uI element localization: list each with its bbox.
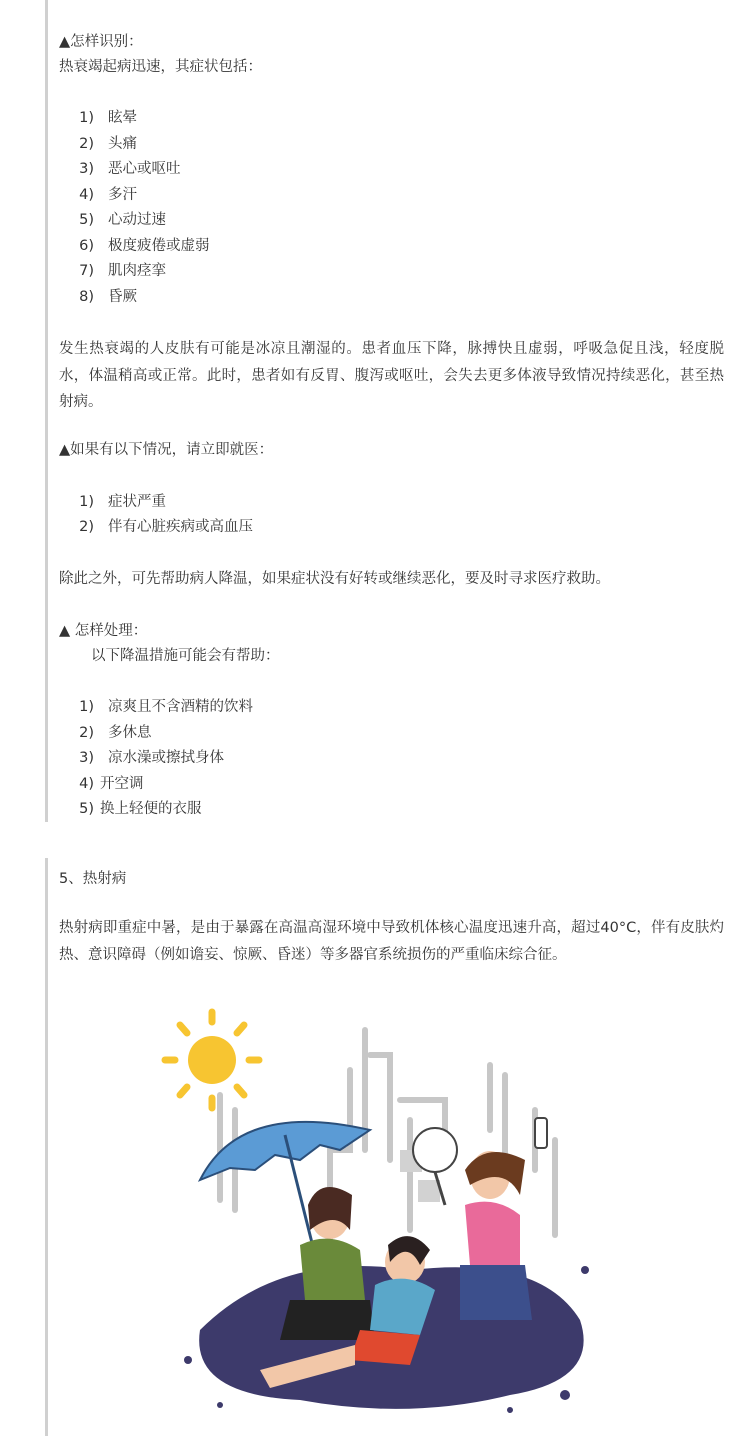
list-item: 3) 凉水澡或擦拭身体 — [79, 750, 224, 766]
list-item: 6) 极度疲倦或虚弱 — [79, 238, 210, 254]
list-item: 1) 凉爽且不含酒精的饮料 — [79, 699, 253, 715]
sun-icon — [165, 1012, 259, 1108]
heatstroke-illustration — [160, 1000, 600, 1428]
list-item: 1) 症状严重 — [79, 494, 166, 510]
treatment-intro: 以下降温措施可能会有帮助： — [91, 648, 280, 664]
list-item: 2) 伴有心脏疾病或高血压 — [79, 519, 253, 535]
section-title: 5、热射病 — [59, 871, 127, 887]
list-item: 8) 昏厥 — [79, 289, 137, 305]
heat-exhaustion-description: 发生热衰竭的人皮肤有可能是冰凉且潮湿的。患者血压下降，脉搏快且虚弱，呼吸急促且浅，轻度脱水，体温稍高或正常。此时，患者如有反胃、腹泻或呕吐，会失去更多体液导致情况持续恶化，甚至热射病。 — [59, 341, 724, 410]
identify-heading: ▲怎样识别： — [59, 34, 143, 50]
see-doctor-note: 除此之外，可先帮助病人降温，如果症状没有好转或继续恶化，要及时寻求医疗救助。 — [59, 571, 610, 587]
list-item: 5) 换上轻便的衣服 — [79, 801, 202, 817]
list-item: 3) 恶心或呕吐 — [79, 161, 181, 177]
woman-with-umbrella — [280, 1187, 375, 1340]
heatstroke-description: 热射病即重症中暑，是由于暴露在高温高湿环境中导致机体核心温度迅速升高，超过40°C，伴有皮肤灼热、意识障碍（例如谵妄、惊厥、昏迷）等多器官系统损伤的严重临床综合征。 — [59, 920, 724, 963]
list-item: 2) 多休息 — [79, 725, 152, 741]
list-item: 5) 心动过速 — [79, 212, 166, 228]
see-doctor-heading: ▲如果有以下情况，请立即就医： — [59, 442, 274, 458]
quote-rule-bottom — [45, 858, 48, 1436]
list-item: 4) 多汗 — [79, 187, 137, 203]
list-item: 7) 肌肉痉挛 — [79, 263, 166, 279]
quote-rule-top — [45, 0, 48, 822]
identify-intro: 热衰竭起病迅速，其症状包括： — [59, 59, 262, 75]
treatment-heading: ▲ 怎样处理： — [59, 623, 148, 639]
list-item: 2) 头痛 — [79, 136, 137, 152]
list-item: 4) 开空调 — [79, 776, 144, 792]
list-item: 1) 眩晕 — [79, 110, 137, 126]
